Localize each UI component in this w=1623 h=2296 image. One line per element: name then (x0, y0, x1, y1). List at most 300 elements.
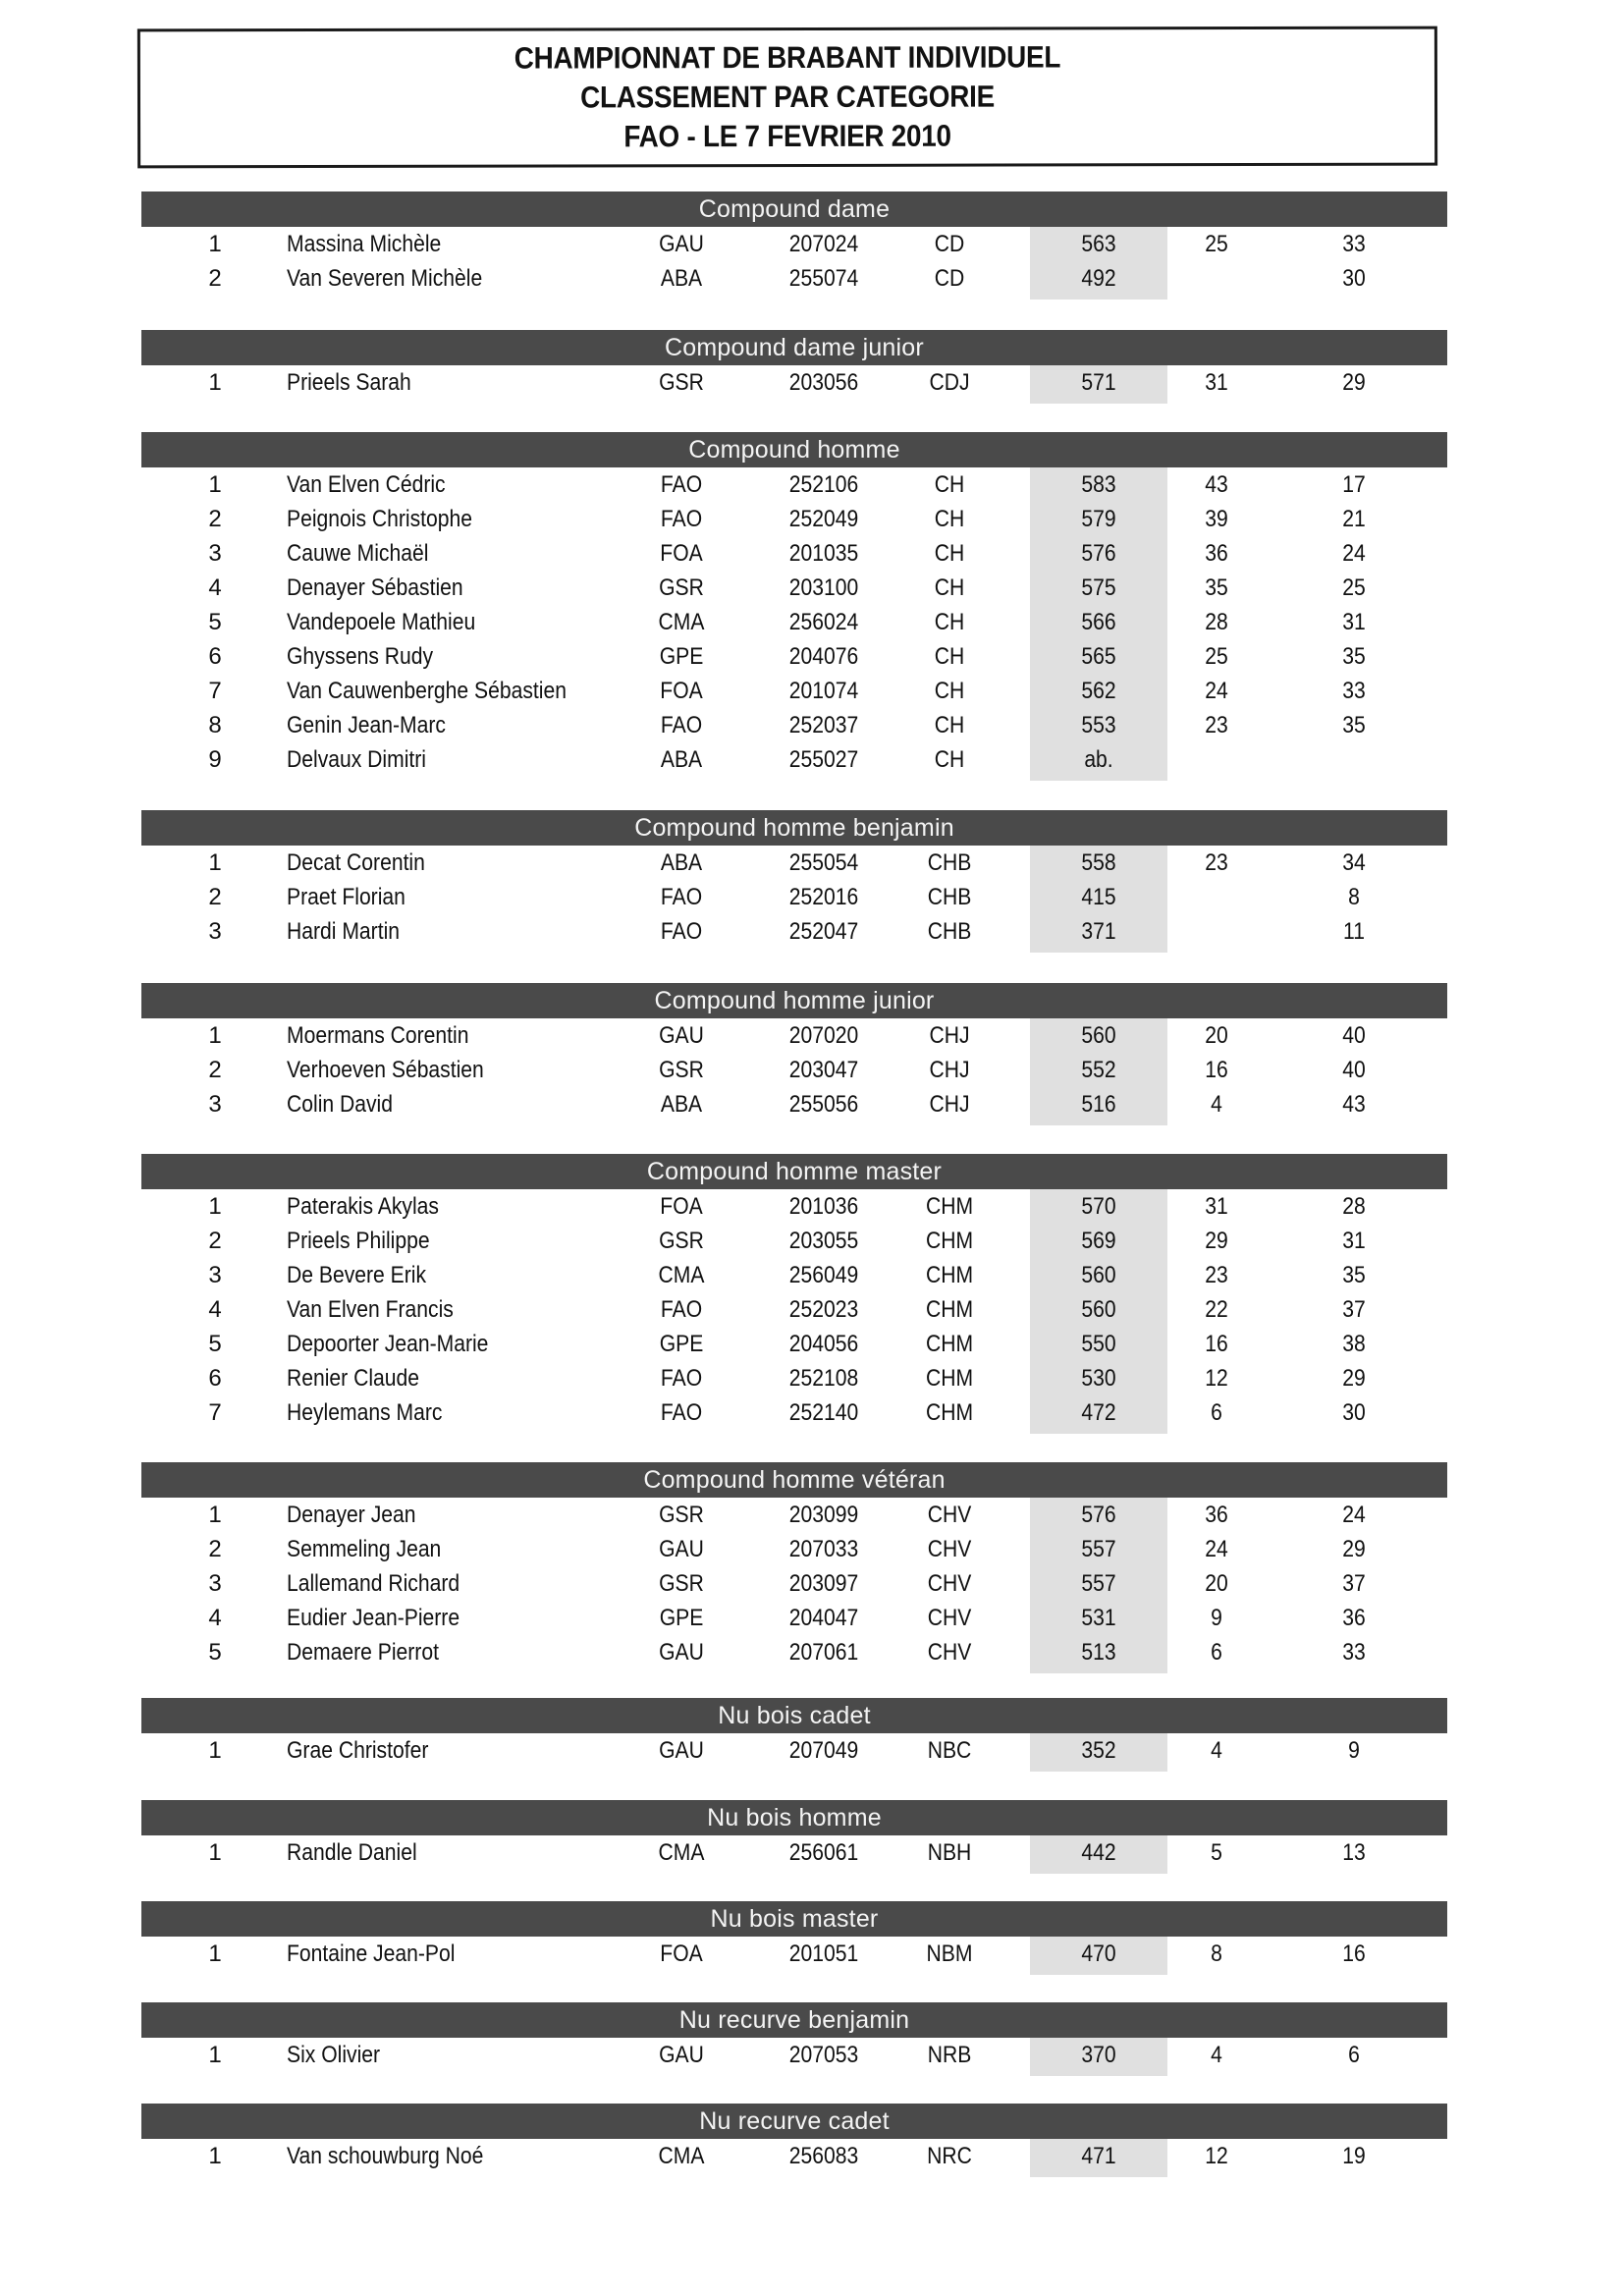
category-section (141, 810, 1447, 949)
club: FAO (660, 918, 703, 945)
club: GPE (659, 1331, 704, 1357)
club: CMA (658, 609, 705, 635)
rank: 1 (208, 1193, 222, 1220)
license-number: 255056 (788, 1091, 859, 1118)
category-section (141, 1462, 1447, 1669)
category-header: Compound homme vétéran (141, 1462, 1447, 1498)
category-code: CHB (927, 918, 972, 945)
title-line-2: CLASSEMENT PAR CATEGORIE (580, 79, 995, 115)
rank: 2 (208, 506, 222, 532)
tens-count: 31 (1205, 369, 1228, 396)
license-number: 252023 (788, 1296, 859, 1323)
category-code: CHM (925, 1365, 974, 1392)
nines-count: 29 (1342, 369, 1366, 396)
category-code: CHV (927, 1502, 972, 1528)
category-section (141, 330, 1447, 400)
table-row (141, 708, 1447, 742)
category-code: CHV (927, 1605, 972, 1631)
archer-name: Van Severen Michèle (287, 265, 483, 292)
category-code: CH (934, 540, 965, 567)
club: GPE (659, 643, 704, 670)
nines-count: 38 (1342, 1331, 1366, 1357)
category-header: Nu bois homme (141, 1800, 1447, 1835)
nines-count: 30 (1342, 265, 1366, 292)
nines-count: 40 (1342, 1022, 1366, 1049)
club: GSR (659, 1570, 704, 1597)
document-title-box (137, 27, 1437, 169)
club: GAU (659, 1022, 704, 1049)
category-code: CHM (925, 1193, 974, 1220)
tens-count: 24 (1205, 1536, 1228, 1562)
category-section (141, 1800, 1447, 1870)
nines-count: 13 (1342, 1839, 1366, 1866)
rank: 5 (208, 609, 222, 635)
archer-name: Van Elven Cédric (287, 471, 446, 498)
nines-count: 16 (1342, 1941, 1366, 1967)
tens-count: 20 (1205, 1022, 1228, 1049)
category-code: CHV (927, 1570, 972, 1597)
archer-name: Praet Florian (287, 884, 406, 910)
table-row (141, 846, 1447, 880)
nines-count: 35 (1342, 643, 1366, 670)
archer-name: Prieels Philippe (287, 1228, 430, 1254)
nines-count: 31 (1342, 1228, 1366, 1254)
license-number: 207049 (788, 1737, 859, 1764)
license-number: 207033 (788, 1536, 859, 1562)
rank: 1 (208, 1737, 222, 1764)
nines-count: 33 (1342, 678, 1366, 704)
score: 471 (1081, 2143, 1116, 2169)
category-code: CH (934, 506, 965, 532)
license-number: 203097 (788, 1570, 859, 1597)
club: GSR (659, 369, 704, 396)
nines-count: 37 (1342, 1570, 1366, 1597)
score: 570 (1081, 1193, 1116, 1220)
tens-count: 36 (1205, 1502, 1228, 1528)
license-number: 255027 (788, 746, 859, 773)
table-row (141, 1937, 1447, 1971)
table-row (141, 571, 1447, 605)
club: FAO (660, 506, 703, 532)
score: 557 (1081, 1570, 1116, 1597)
score: 560 (1081, 1296, 1116, 1323)
table-row (141, 1532, 1447, 1566)
category-code: CHM (925, 1262, 974, 1288)
license-number: 203099 (788, 1502, 859, 1528)
rank: 4 (208, 574, 222, 601)
nines-count: 8 (1348, 884, 1360, 910)
rank: 1 (208, 369, 222, 396)
club: FOA (660, 1193, 703, 1220)
archer-name: Fontaine Jean-Pol (287, 1941, 456, 1967)
rank: 1 (208, 1839, 222, 1866)
rank: 5 (208, 1331, 222, 1357)
license-number: 204076 (788, 643, 859, 670)
table-row (141, 365, 1447, 400)
category-code: CH (934, 574, 965, 601)
rank: 2 (208, 1228, 222, 1254)
license-number: 201035 (788, 540, 859, 567)
nines-count: 30 (1342, 1399, 1366, 1426)
category-header: Compound dame (141, 191, 1447, 227)
archer-name: Renier Claude (287, 1365, 420, 1392)
tens-count: 23 (1205, 712, 1228, 738)
score: 530 (1081, 1365, 1116, 1392)
category-code: CHJ (929, 1022, 970, 1049)
title-line-3: FAO - LE 7 FEVRIER 2010 (623, 118, 951, 154)
club: ABA (660, 1091, 703, 1118)
score: 552 (1081, 1057, 1116, 1083)
title-line-1: CHAMPIONNAT DE BRABANT INDIVIDUEL (514, 39, 1061, 76)
table-row (141, 536, 1447, 571)
score: 415 (1081, 884, 1116, 910)
club: FAO (660, 1296, 703, 1323)
nines-count: 43 (1342, 1091, 1366, 1118)
category-code: CHM (925, 1228, 974, 1254)
nines-count: 24 (1342, 540, 1366, 567)
category-code: NBC (927, 1737, 972, 1764)
rank: 4 (208, 1605, 222, 1631)
archer-name: Denayer Sébastien (287, 574, 463, 601)
table-row (141, 1018, 1447, 1053)
license-number: 204056 (788, 1331, 859, 1357)
archer-name: Eudier Jean-Pierre (287, 1605, 460, 1631)
category-code: CHV (927, 1536, 972, 1562)
category-code: CHM (925, 1331, 974, 1357)
table-row (141, 1258, 1447, 1292)
table-row (141, 2139, 1447, 2173)
table-row (141, 1498, 1447, 1532)
nines-count: 40 (1342, 1057, 1366, 1083)
nines-count: 33 (1342, 1639, 1366, 1666)
score: 579 (1081, 506, 1116, 532)
club: GSR (659, 574, 704, 601)
archer-name: Verhoeven Sébastien (287, 1057, 484, 1083)
license-number: 255054 (788, 849, 859, 876)
score: 442 (1081, 1839, 1116, 1866)
club: CMA (658, 2143, 705, 2169)
score: 550 (1081, 1331, 1116, 1357)
license-number: 252047 (788, 918, 859, 945)
tens-count: 23 (1205, 1262, 1228, 1288)
archer-name: Genin Jean-Marc (287, 712, 446, 738)
rank: 3 (208, 1091, 222, 1118)
tens-count: 4 (1211, 1091, 1222, 1118)
rank: 1 (208, 2143, 222, 2169)
archer-name: Peignois Christophe (287, 506, 473, 532)
tens-count: 24 (1205, 678, 1228, 704)
score: 370 (1081, 2042, 1116, 2068)
table-row (141, 1224, 1447, 1258)
tens-count: 12 (1205, 1365, 1228, 1392)
club: GSR (659, 1228, 704, 1254)
license-number: 255074 (788, 265, 859, 292)
tens-count: 8 (1211, 1941, 1222, 1967)
license-number: 207053 (788, 2042, 859, 2068)
club: FAO (660, 1399, 703, 1426)
rank: 7 (208, 678, 222, 704)
archer-name: Colin David (287, 1091, 393, 1118)
table-row (141, 742, 1447, 777)
table-row (141, 674, 1447, 708)
category-code: CHM (925, 1296, 974, 1323)
category-section (141, 2104, 1447, 2173)
table-row (141, 1566, 1447, 1601)
table-row (141, 1053, 1447, 1087)
club: FAO (660, 712, 703, 738)
club: FAO (660, 884, 703, 910)
license-number: 256049 (788, 1262, 859, 1288)
score: 575 (1081, 574, 1116, 601)
category-header: Compound dame junior (141, 330, 1447, 365)
rank: 1 (208, 849, 222, 876)
score: 566 (1081, 609, 1116, 635)
score: 352 (1081, 1737, 1116, 1764)
tens-count: 39 (1205, 506, 1228, 532)
license-number: 252106 (788, 471, 859, 498)
archer-name: Van schouwburg Noé (287, 2143, 484, 2169)
club: ABA (660, 849, 703, 876)
table-row (141, 639, 1447, 674)
archer-name: Six Olivier (287, 2042, 381, 2068)
table-row (141, 1292, 1447, 1327)
category-section (141, 1154, 1447, 1430)
score: 565 (1081, 643, 1116, 670)
score: 569 (1081, 1228, 1116, 1254)
score: 492 (1081, 265, 1116, 292)
rank: 1 (208, 1502, 222, 1528)
category-code: CHB (927, 849, 972, 876)
rank: 1 (208, 1022, 222, 1049)
score: 472 (1081, 1399, 1116, 1426)
score: 470 (1081, 1941, 1116, 1967)
archer-name: Vandepoele Mathieu (287, 609, 476, 635)
rank: 1 (208, 1941, 222, 1967)
table-row (141, 227, 1447, 261)
score: 371 (1081, 918, 1116, 945)
rank: 5 (208, 1639, 222, 1666)
category-code: CDJ (929, 369, 970, 396)
table-row (141, 1395, 1447, 1430)
archer-name: Grae Christofer (287, 1737, 429, 1764)
score: 571 (1081, 369, 1116, 396)
category-header: Compound homme master (141, 1154, 1447, 1189)
score: 516 (1081, 1091, 1116, 1118)
category-header: Nu bois master (141, 1901, 1447, 1937)
category-code: CH (934, 609, 965, 635)
nines-count: 35 (1342, 1262, 1366, 1288)
license-number: 203056 (788, 369, 859, 396)
table-row (141, 1835, 1447, 1870)
license-number: 207020 (788, 1022, 859, 1049)
category-code: CD (934, 231, 965, 257)
archer-name: Hardi Martin (287, 918, 401, 945)
category-header: Compound homme benjamin (141, 810, 1447, 846)
license-number: 201051 (788, 1941, 859, 1967)
rank: 9 (208, 746, 222, 773)
rank: 2 (208, 1536, 222, 1562)
archer-name: Delvaux Dimitri (287, 746, 426, 773)
club: CMA (658, 1262, 705, 1288)
category-code: NBH (927, 1839, 972, 1866)
archer-name: Demaere Pierrot (287, 1639, 439, 1666)
rank: 3 (208, 1262, 222, 1288)
club: ABA (660, 265, 703, 292)
archer-name: Denayer Jean (287, 1502, 416, 1528)
license-number: 201074 (788, 678, 859, 704)
archer-name: Paterakis Akylas (287, 1193, 439, 1220)
license-number: 252037 (788, 712, 859, 738)
category-code: CHM (925, 1399, 974, 1426)
category-code: CH (934, 678, 965, 704)
archer-name: Lallemand Richard (287, 1570, 460, 1597)
score: 576 (1081, 540, 1116, 567)
category-header: Compound homme junior (141, 983, 1447, 1018)
nines-count: 34 (1342, 849, 1366, 876)
tens-count: 35 (1205, 574, 1228, 601)
archer-name: Depoorter Jean-Marie (287, 1331, 489, 1357)
archer-name: Ghyssens Rudy (287, 643, 434, 670)
club: FAO (660, 471, 703, 498)
club: FOA (660, 678, 703, 704)
nines-count: 28 (1342, 1193, 1366, 1220)
rank: 1 (208, 471, 222, 498)
club: GAU (659, 1639, 704, 1666)
archer-name: Cauwe Michaël (287, 540, 429, 567)
nines-count: 9 (1348, 1737, 1360, 1764)
club: FOA (660, 1941, 703, 1967)
tens-count: 43 (1205, 471, 1228, 498)
category-section (141, 983, 1447, 1121)
score: 553 (1081, 712, 1116, 738)
tens-count: 20 (1205, 1570, 1228, 1597)
nines-count: 21 (1342, 506, 1366, 532)
rank: 1 (208, 231, 222, 257)
score: 562 (1081, 678, 1116, 704)
score: 557 (1081, 1536, 1116, 1562)
tens-count: 6 (1211, 1639, 1222, 1666)
archer-name: Van Cauwenberghe Sébastien (287, 678, 567, 704)
club: FAO (660, 1365, 703, 1392)
nines-count: 24 (1342, 1502, 1366, 1528)
table-row (141, 502, 1447, 536)
score: ab. (1084, 746, 1113, 773)
license-number: 201036 (788, 1193, 859, 1220)
license-number: 203047 (788, 1057, 859, 1083)
score: 531 (1081, 1605, 1116, 1631)
category-section (141, 1698, 1447, 1768)
table-row (141, 1635, 1447, 1669)
nines-count: 17 (1342, 471, 1366, 498)
table-row (141, 1361, 1447, 1395)
tens-count: 5 (1211, 1839, 1222, 1866)
category-code: NBM (926, 1941, 973, 1967)
category-code: CH (934, 712, 965, 738)
rank: 6 (208, 643, 222, 670)
category-section (141, 432, 1447, 777)
tens-count: 36 (1205, 540, 1228, 567)
tens-count: 28 (1205, 609, 1228, 635)
license-number: 252140 (788, 1399, 859, 1426)
license-number: 204047 (788, 1605, 859, 1631)
table-row (141, 261, 1447, 296)
table-row (141, 1733, 1447, 1768)
club: GAU (659, 231, 704, 257)
table-row (141, 914, 1447, 949)
category-code: CD (934, 265, 965, 292)
license-number: 207024 (788, 231, 859, 257)
tens-count: 4 (1211, 2042, 1222, 2068)
nines-count: 37 (1342, 1296, 1366, 1323)
table-row (141, 1189, 1447, 1224)
rank: 7 (208, 1399, 222, 1426)
category-code: CH (934, 471, 965, 498)
license-number: 203100 (788, 574, 859, 601)
archer-name: Decat Corentin (287, 849, 425, 876)
tens-count: 25 (1205, 643, 1228, 670)
tens-count: 23 (1205, 849, 1228, 876)
club: ABA (660, 746, 703, 773)
score: 563 (1081, 231, 1116, 257)
rank: 2 (208, 1057, 222, 1083)
category-header: Nu recurve benjamin (141, 2002, 1447, 2038)
rank: 8 (208, 712, 222, 738)
nines-count: 29 (1342, 1365, 1366, 1392)
category-header: Nu bois cadet (141, 1698, 1447, 1733)
score: 513 (1081, 1639, 1116, 1666)
category-section (141, 1901, 1447, 1971)
tens-count: 25 (1205, 231, 1228, 257)
license-number: 203055 (788, 1228, 859, 1254)
category-code: CHJ (929, 1091, 970, 1118)
table-row (141, 1087, 1447, 1121)
rank: 3 (208, 1570, 222, 1597)
score: 576 (1081, 1502, 1116, 1528)
tens-count: 29 (1205, 1228, 1228, 1254)
table-row (141, 2038, 1447, 2072)
club: GAU (659, 2042, 704, 2068)
club: GPE (659, 1605, 704, 1631)
nines-count: 19 (1342, 2143, 1366, 2169)
score: 560 (1081, 1262, 1116, 1288)
table-row (141, 467, 1447, 502)
club: GAU (659, 1737, 704, 1764)
table-row (141, 880, 1447, 914)
rank: 4 (208, 1296, 222, 1323)
archer-name: Van Elven Francis (287, 1296, 454, 1323)
nines-count: 29 (1342, 1536, 1366, 1562)
archer-name: De Bevere Erik (287, 1262, 427, 1288)
archer-name: Prieels Sarah (287, 369, 411, 396)
table-row (141, 605, 1447, 639)
nines-count: 11 (1343, 918, 1365, 945)
category-header: Compound homme (141, 432, 1447, 467)
archer-name: Randle Daniel (287, 1839, 417, 1866)
table-row (141, 1601, 1447, 1635)
license-number: 252108 (788, 1365, 859, 1392)
club: GAU (659, 1536, 704, 1562)
tens-count: 6 (1211, 1399, 1222, 1426)
category-code: CHJ (929, 1057, 970, 1083)
rank: 6 (208, 1365, 222, 1392)
score: 560 (1081, 1022, 1116, 1049)
tens-count: 4 (1211, 1737, 1222, 1764)
tens-count: 9 (1211, 1605, 1222, 1631)
score: 558 (1081, 849, 1116, 876)
club: CMA (658, 1839, 705, 1866)
category-code: CH (934, 643, 965, 670)
license-number: 252049 (788, 506, 859, 532)
